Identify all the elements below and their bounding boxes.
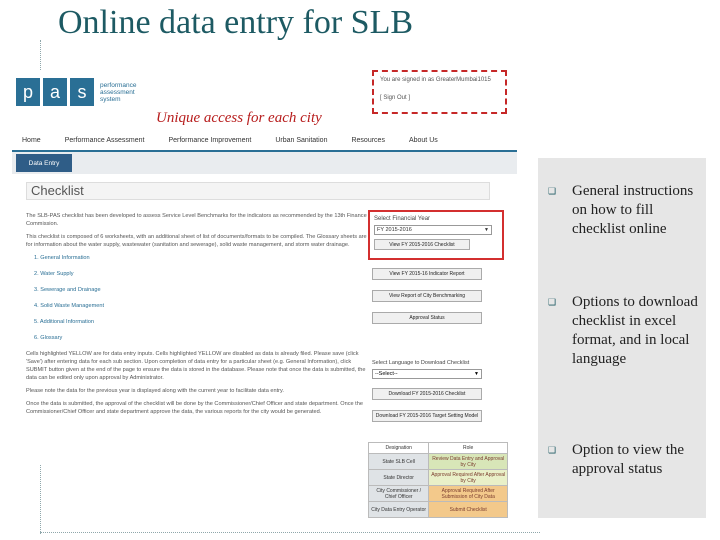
indicator-report-button[interactable]: View FY 2015-16 Indicator Report xyxy=(372,268,482,280)
pas-logo xyxy=(16,78,146,106)
checklist-instructions xyxy=(26,212,368,421)
role-cell: Approval Required After Approval by City xyxy=(429,470,508,486)
language-label: Select Language to Download Checklist xyxy=(372,360,470,366)
checklist-heading: Checklist xyxy=(26,182,490,200)
sub-nav xyxy=(12,152,517,174)
nav-performance-assessment[interactable]: Performance Assessment xyxy=(64,136,145,144)
table-row xyxy=(369,470,508,486)
role-cell: Submit Checklist xyxy=(429,502,508,518)
chevron-down-icon: ▼ xyxy=(484,227,489,233)
benchmarking-report-button[interactable]: View Report of City Benchmarking xyxy=(372,290,482,302)
approval-note: Once the data is submitted, the approval of the checklist will be done by the Commissioner/Chief Officer and state department. Once the Commissioner/Chief Officer and state department approve the data, the various reports for the city would be generated. xyxy=(26,401,363,415)
nav-home[interactable]: Home xyxy=(22,136,41,144)
checkbox-bullet-icon: ❑ xyxy=(548,297,557,307)
slide-title: Online data entry for SLB xyxy=(58,4,414,41)
download-target-model-button[interactable]: Download FY 2015-2016 Target Setting Model xyxy=(372,410,482,422)
approval-status-button[interactable]: Approval Status xyxy=(372,312,482,324)
table-row xyxy=(369,486,508,502)
header-designation: Designation xyxy=(369,443,429,454)
worksheet-link[interactable]: 3. Sewerage and Drainage xyxy=(34,287,101,293)
worksheet-link[interactable]: 4. Solid Waste Management xyxy=(34,303,105,309)
worksheet-link[interactable]: 2. Water Supply xyxy=(34,271,74,277)
nav-urban-sanitation[interactable]: Urban Sanitation xyxy=(275,136,328,144)
checkbox-bullet-icon: ❑ xyxy=(548,445,557,455)
main-nav xyxy=(12,130,517,152)
nav-about-us[interactable]: About Us xyxy=(408,136,438,144)
intro-text: The SLB-PAS checklist has been developed to assess Service Level Benchmarks for the indicators as recommended by the 13th Finance Commission. xyxy=(26,213,367,227)
logo-letter-p: p xyxy=(16,78,40,106)
unique-access-callout: Unique access for each city xyxy=(156,110,322,126)
composition-text: This checklist is composed of 6 worksheets, with an additional sheet of list of documents/formats to be compiled. The Glossary sheets are for information about the water supply, wastewater (sanitation and sewerage), solid waste management, and storm water drainage. xyxy=(26,234,367,248)
divider-horizontal xyxy=(40,532,540,533)
designation-cell: State SLB Cell xyxy=(369,454,429,470)
portal-screenshot xyxy=(12,70,517,513)
signin-box xyxy=(372,70,507,114)
logo-text: performance assessment system xyxy=(100,81,137,103)
table-header-row xyxy=(369,443,508,454)
entry-note: Cells highlighted YELLOW are for data entry inputs. Cells highlighted YELLOW are disabled as data is already filed. Please save (click 'Save') after entering data for each sub section. Upon completion of data entry for a particular sheet (e.g. General Information), click SUBMIT button given at the end of the page to ensure the data is stored in the database. Please note that once the data is submitted, the data can be edited only upon approval by Administrator. xyxy=(26,351,366,381)
financial-year-box xyxy=(368,210,504,260)
chevron-down-icon: ▼ xyxy=(474,371,479,377)
bullet-item xyxy=(548,182,698,239)
designation-role-table xyxy=(368,442,508,518)
bullet-item xyxy=(548,441,698,479)
download-checklist-button[interactable]: Download FY 2015-2016 Checklist xyxy=(372,388,482,400)
checkbox-bullet-icon: ❑ xyxy=(548,186,557,196)
signed-in-label: You are signed in as GreaterMumbai1015 xyxy=(380,77,491,83)
worksheet-link[interactable]: 5. Additional Information xyxy=(34,319,95,325)
logo-letter-s: s xyxy=(70,78,94,106)
bullet-text: Option to view the approval status xyxy=(572,442,685,477)
role-cell: Approval Required After Submission of City Data xyxy=(429,486,508,502)
table-row xyxy=(369,454,508,470)
worksheet-link[interactable]: 1. General Information xyxy=(34,255,90,261)
bullet-text: General instructions on how to fill checklist online xyxy=(572,183,694,237)
tab-data-entry[interactable]: Data Entry xyxy=(16,154,72,172)
fy-selected-value: FY 2015-2016 xyxy=(377,227,412,233)
worksheet-list xyxy=(34,254,368,342)
designation-cell: State Director xyxy=(369,470,429,486)
header-role: Role xyxy=(429,443,508,454)
table-row xyxy=(369,502,508,518)
view-checklist-button[interactable]: View FY 2015-2016 Checklist xyxy=(374,239,470,250)
fy-label: Select Financial Year xyxy=(374,216,431,222)
logo-letter-a: a xyxy=(43,78,67,106)
sign-out-link[interactable]: [ Sign Out ] xyxy=(380,95,411,101)
role-cell: Review Data Entry and Approval by City xyxy=(429,454,508,470)
previous-year-note: Please note the data for the previous year is displayed along with the current year to facilitate data entry. xyxy=(26,388,284,394)
language-select[interactable] xyxy=(372,369,482,379)
worksheet-link[interactable]: 6. Glossary xyxy=(34,335,63,341)
designation-cell: City Commissioner / Chief Officer xyxy=(369,486,429,502)
nav-performance-improvement[interactable]: Performance Improvement xyxy=(168,136,252,144)
designation-cell: City Data Entry Operator xyxy=(369,502,429,518)
language-selected: --Select-- xyxy=(375,371,398,377)
fy-select[interactable] xyxy=(374,225,492,235)
bullet-item xyxy=(548,293,698,369)
bullet-text: Options to download checklist in excel format, and in local language xyxy=(572,294,698,367)
nav-resources[interactable]: Resources xyxy=(351,136,385,144)
